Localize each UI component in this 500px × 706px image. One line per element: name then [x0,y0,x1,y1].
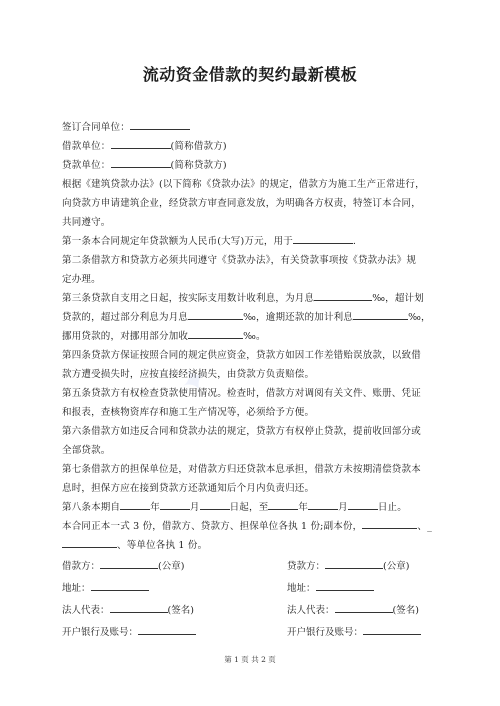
lender-address: 地址： [287,578,374,600]
lender-signature: 贷款方： (公章) [287,556,409,578]
contract-line: 第六条借款方如违反合同和贷款办法的规定，贷款方有权停止贷款，提前收回部分或 [62,426,421,437]
contract-line: 、等单位各执 1 份。 [62,536,442,555]
contract-line: 第三条贷款自支用之日起，按实际支用数计收利息，为月息 ‰，超计划 [62,289,442,308]
contract-line: 和报表，查核物资库存和施工生产情况等，必须给予方便。 [62,407,315,418]
contract-line: 挪用贷款的，对挪用部分加收 ‰。 [62,327,442,346]
contract-line: 借款单位： (简称借款方) [62,137,442,156]
borrower-legal-rep: 法人代表： (签名) [62,600,287,622]
watermark: ✦ [172,354,221,406]
contract-line: 向贷款方申请建筑企业，经贷款方审查同意发放，为明确各方权责，特签订本合同， [62,198,421,209]
contract-line: 第四条贷款方保证按照合同的规定供应资金，贷款方如因工作差错贻误放款，以致借 [62,350,421,361]
document-title: 流动资金借款的契约最新模板 [142,65,358,84]
contract-body [62,118,442,555]
borrower-address: 地址： [62,578,287,600]
contract-line: 本合同正本一式 3 份，借款方、贷款方、担保单位各执 1 份;副本份， 、_ [62,517,442,536]
signature-block [62,556,442,644]
borrower-bank-account: 开户银行及账号： [62,622,287,644]
contract-line: 全部贷款。 [62,445,111,456]
contract-line: 根据《建筑贷款办法》(以下简称《贷款办法》的规定，借款方为施工生产正常进行， [62,179,425,190]
contract-line: 第八条本期自 年 月 日起，至 年 月 日止。 [62,498,442,517]
contract-line: 第一条本合同规定年贷款额为人民币(大写)万元，用于 . [62,232,442,251]
contract-line: 共同遵守。 [62,217,111,228]
contract-line: 息时，担保方应在接到贷款方还款通知后个月内负责归还。 [62,483,315,494]
lender-bank-account: 开户银行及账号： [287,622,421,644]
contract-line: 第五条贷款方有权检查贷款使用情况。检查时，借款方对调阅有关文件、账册、凭证 [62,388,421,399]
contract-line: 贷款单位： (简称贷款方) [62,156,442,175]
contract-line: 贷款的，超过部分利息为月息 ‰，逾期还款的加计利息 ‰， [62,308,442,327]
contract-line: 签订合同单位： [62,118,442,137]
borrower-signature: 借款方： (公章) [62,556,287,578]
lender-legal-rep: 法人代表： (签名) [287,600,419,622]
contract-line: 第七条借款方的担保单位是，对借款方归还贷款本息承担，借款方未按期清偿贷款本 [62,464,421,475]
contract-line: 定办理。 [62,274,101,285]
page-number: 第 1 页 共 2 页 [224,655,276,664]
contract-line: 第二条借款方和贷款方必须共同遵守《贷款办法》，有关贷款事项按《贷款办法》规 [62,255,417,266]
contract-line: 款方遭受损失时，应按直接经济损失，由贷款方负责赔偿。 [62,369,315,380]
